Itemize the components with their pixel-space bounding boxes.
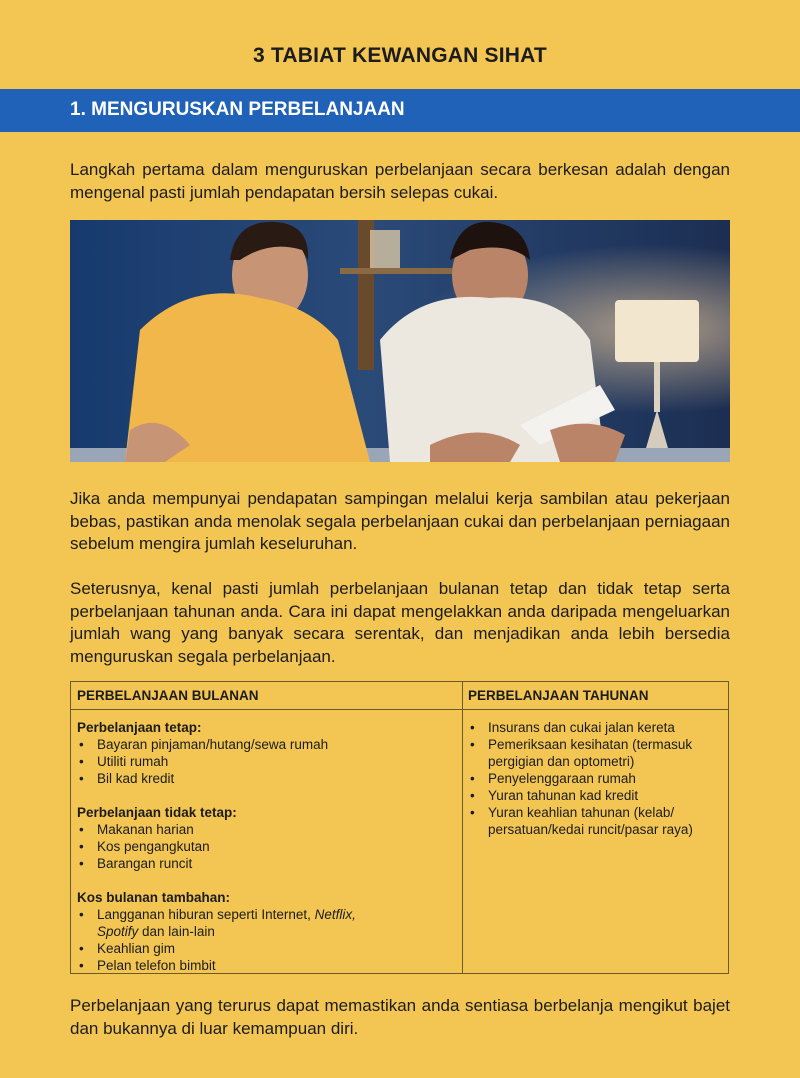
column-divider xyxy=(462,682,463,973)
side-income-paragraph: Jika anda mempunyai pendapatan sampingan melalui kerja sambilan atau pekerjaan bebas, pastikan anda menolak segala perbelanjaan cukai dan perbelanjaan perniagaan sebelum mengira jumlah keseluruhan. xyxy=(70,489,730,553)
list-item: • Bayaran pinjaman/hutang/sewa rumah xyxy=(77,736,457,753)
subscription-text: Langganan hiburan seperti Internet, xyxy=(97,907,315,922)
list-item: • Yuran tahunan kad kredit xyxy=(468,787,726,804)
yearly-expenses-list xyxy=(468,719,726,838)
extra-costs-list xyxy=(77,906,457,974)
list-item: • Bil kad kredit xyxy=(77,770,457,787)
variable-expenses-title: Perbelanjaan tidak tetap: xyxy=(77,805,237,820)
extra-costs-title: Kos bulanan tambahan: xyxy=(77,890,231,905)
monthly-column xyxy=(77,719,457,974)
identify-expenses-paragraph: Seterusnya, kenal pasti jumlah perbelanjaan bulanan tetap dan tidak tetap serta perbelanjaan tahunan anda. Cara ini dapat mengelakkan anda daripada mengeluarkan jumlah wang yang banyak secara serentak, dan menjadikan anda lebih bersedia menguruskan segala perbelanjaan. xyxy=(70,579,730,666)
closing-paragraph: Perbelanjaan yang terurus dapat memastikan anda sentiasa berbelanja mengikut bajet dan bukannya di luar kemampuan diri. xyxy=(70,996,730,1038)
list-item: • Barangan runcit xyxy=(77,855,457,872)
list-item: • Insurans dan cukai jalan kereta xyxy=(468,719,726,736)
fixed-expenses-list xyxy=(77,736,457,787)
page-title: 3 TABIAT KEWANGAN SIHAT xyxy=(253,44,547,67)
list-item: • Penyelenggaraan rumah xyxy=(468,770,726,787)
list-item: • Yuran keahlian tahunan (kelab/ persatuan/kedai runcit/pasar raya) xyxy=(468,804,726,838)
variable-expenses-list xyxy=(77,821,457,872)
monthly-header: PERBELANJAAN BULANAN xyxy=(71,682,463,710)
couple-budgeting-photo xyxy=(70,220,730,462)
list-item: • Pelan telefon bimbit xyxy=(77,957,457,974)
others-text: dan lain-lain xyxy=(138,924,215,939)
list-item: • Kos pengangkutan xyxy=(77,838,457,855)
list-item: • Pemeriksaan kesihatan (termasuk pergigian dan optometri) xyxy=(468,736,726,770)
list-item: • Utiliti rumah xyxy=(77,753,457,770)
netflix-text: Netflix, xyxy=(314,907,356,922)
expenses-table xyxy=(70,681,729,974)
yearly-header: PERBELANJAAN TAHUNAN xyxy=(463,682,728,710)
spotify-text: Spotify xyxy=(97,924,139,939)
list-item: • Keahlian gim xyxy=(77,940,457,957)
section-header-bar xyxy=(0,89,800,132)
yearly-column xyxy=(468,719,726,838)
section-title: 1. MENGURUSKAN PERBELANJAAN xyxy=(70,99,405,120)
fixed-expenses-title: Perbelanjaan tetap: xyxy=(77,720,202,735)
intro-paragraph: Langkah pertama dalam menguruskan perbelanjaan secara berkesan adalah dengan mengenal pasti jumlah pendapatan bersih selepas cukai. xyxy=(70,160,730,202)
list-item xyxy=(77,906,457,940)
list-item: • Makanan harian xyxy=(77,821,457,838)
